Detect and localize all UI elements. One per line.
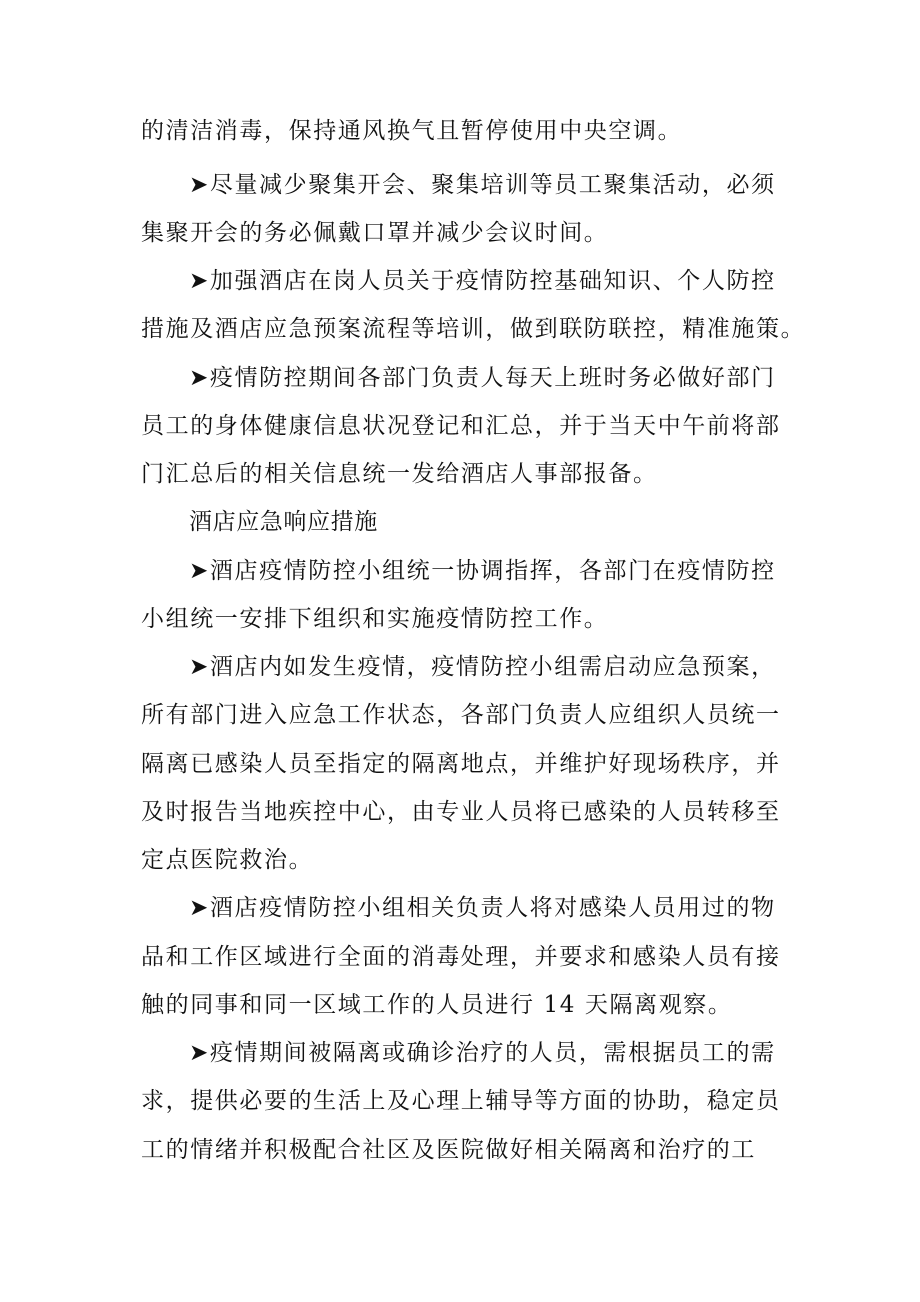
text-line-7: 员工的身体健康信息状况登记和汇总，并于当天中午前将部 bbox=[141, 413, 781, 439]
bullet-line-2: ➤尽量减少聚集开会、聚集培训等员工聚集活动，必须 bbox=[189, 172, 776, 198]
bullet-line-17: ➤酒店疫情防控小组相关负责人将对感染人员用过的物 bbox=[189, 895, 776, 921]
text-line-22: 工的情绪并积极配合社区及医院做好相关隔离和治疗的工 bbox=[141, 1137, 756, 1163]
text-line-8: 门汇总后的相关信息统一发给酒店人事部报备。 bbox=[141, 461, 658, 487]
bullet-line-4: ➤加强酒店在岗人员关于疫情防控基础知识、个人防控 bbox=[189, 268, 776, 294]
bullet-line-20: ➤疫情期间被隔离或确诊治疗的人员，需根据员工的需 bbox=[189, 1040, 776, 1066]
bullet-line-12: ➤酒店内如发生疫情，疫情防控小组需启动应急预案， bbox=[189, 654, 776, 680]
text-line-19: 触的同事和同一区域工作的人员进行 14 天隔离观察。 bbox=[141, 992, 733, 1018]
text-line-21: 求，提供必要的生活上及心理上辅导等方面的协助，稳定员 bbox=[141, 1088, 781, 1114]
text-line-11: 小组统一安排下组织和实施疫情防控工作。 bbox=[141, 606, 609, 632]
text-line-3: 集聚开会的务必佩戴口罩并减少会议时间。 bbox=[141, 220, 609, 246]
text-line-16: 定点医院救治。 bbox=[141, 847, 314, 873]
text-line-13: 所有部门进入应急工作状态，各部门负责人应组织人员统一 bbox=[141, 702, 781, 728]
text-line-15: 及时报告当地疾控中心，由专业人员将已感染的人员转移至 bbox=[141, 799, 781, 825]
text-line-18: 品和工作区域进行全面的消毒处理，并要求和感染人员有接 bbox=[141, 944, 781, 970]
text-line-14: 隔离已感染人员至指定的隔离地点，并维护好现场秩序，并 bbox=[141, 751, 781, 777]
bullet-line-10: ➤酒店疫情防控小组统一协调指挥，各部门在疫情防控 bbox=[189, 558, 776, 584]
text-line-1: 的清洁消毒，保持通风换气且暂停使用中央空调。 bbox=[141, 118, 683, 144]
section-heading: 酒店应急响应措施 bbox=[189, 509, 378, 535]
bullet-line-6: ➤疫情防控期间各部门负责人每天上班时务必做好部门 bbox=[189, 365, 776, 391]
text-line-5: 措施及酒店应急预案流程等培训，做到联防联控，精准施策。 bbox=[141, 316, 806, 342]
